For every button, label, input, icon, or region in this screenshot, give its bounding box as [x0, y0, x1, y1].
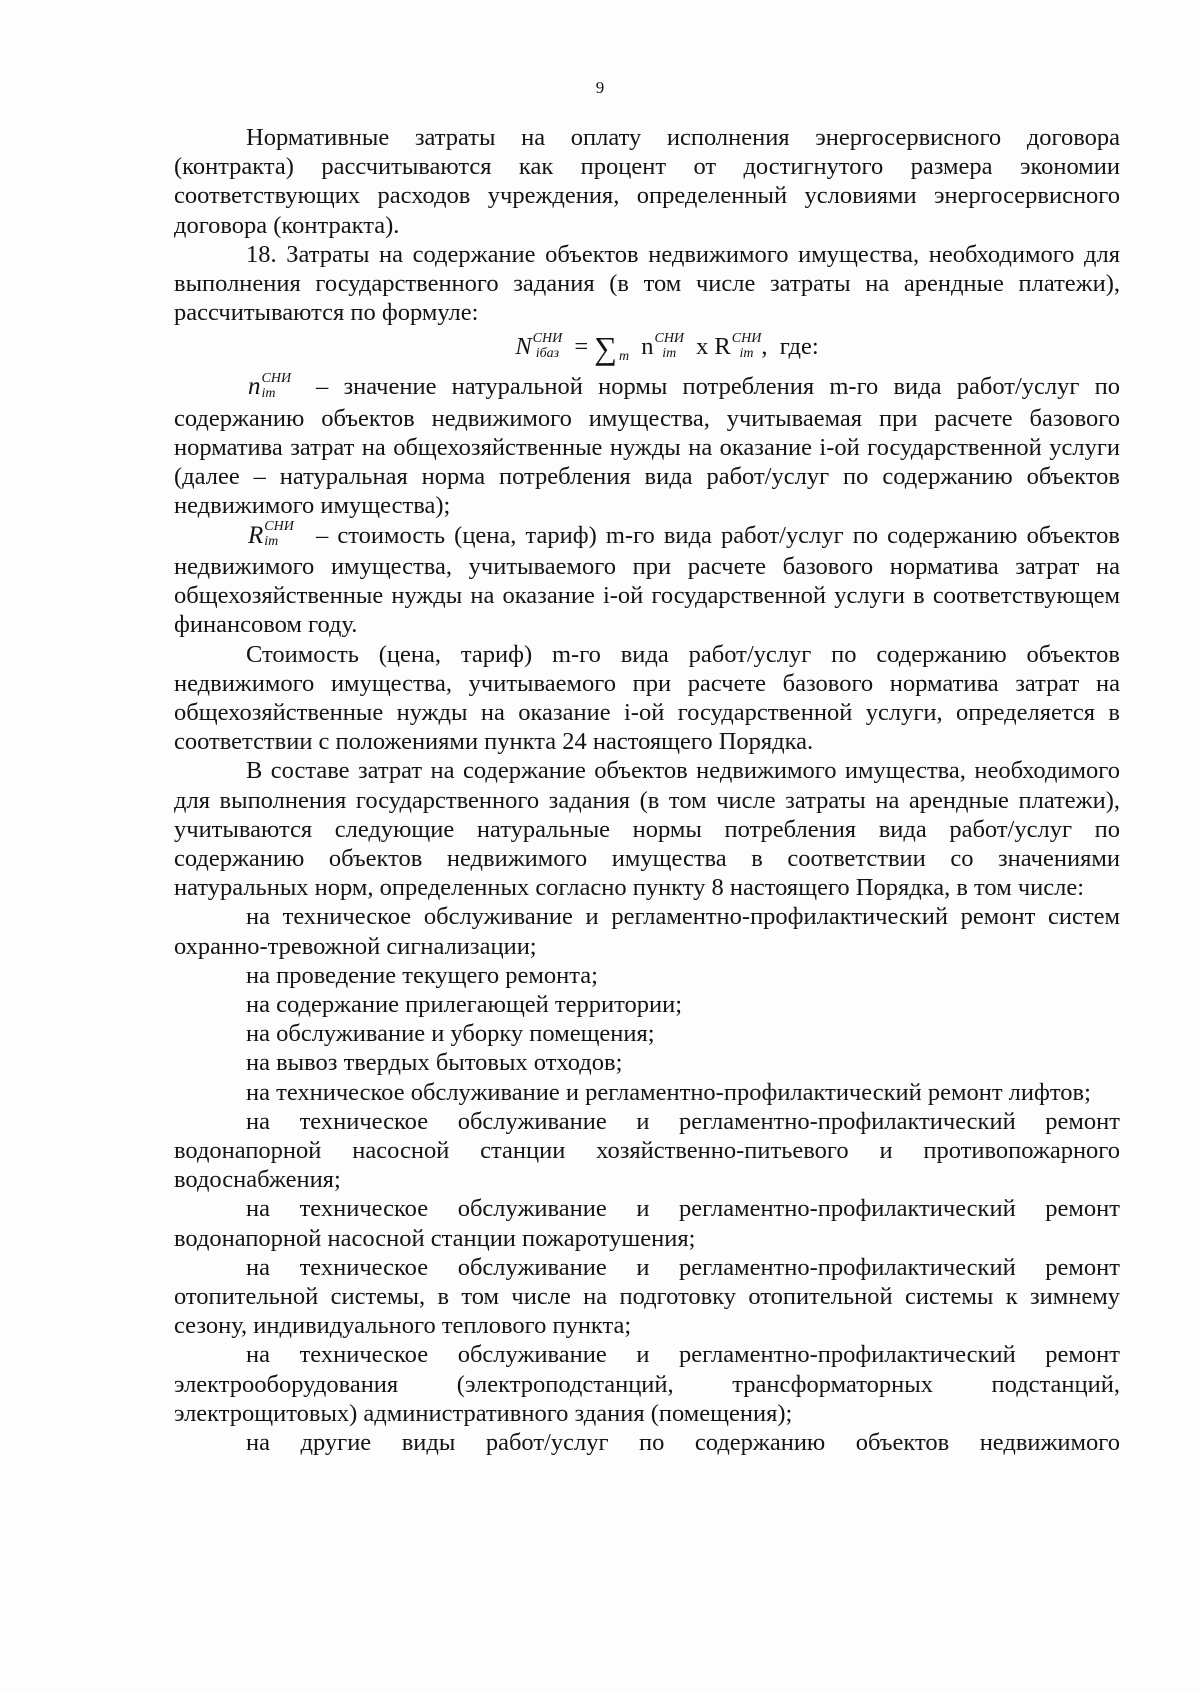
formula-lhs-sub: iбаз: [535, 345, 560, 361]
definition-n-sup: СНИ: [261, 370, 292, 386]
definition-n: [174, 372, 1120, 520]
formula-lhs-sup: СНИ: [532, 330, 563, 346]
formula-r-sub: im: [739, 345, 754, 361]
formula-suffix: , где:: [761, 333, 819, 361]
definition-r-symbol: [248, 518, 316, 552]
formula-lhs-scripts: [533, 331, 563, 361]
document-body: [174, 123, 1120, 1457]
definition-n-text: – значение натуральной нормы потребления m-го вида работ/услуг по содержанию объектов недвижимого имущества, учитываемая при расчете базового норматива затрат на общехозяйственные нужды на оказание i-ой государственной услуги (далее – натуральная норма потребления вида работ/услуг по содержанию объектов недвижимого имущества);: [174, 373, 1120, 520]
paragraph-energy-service-costs: Нормативные затраты на оплату исполнения энергосервисного договора (контракта) рассчитываются как процент от достигнутого размера экономии соответствующих расходов учреждения, определенный условиями энергосервисного договора (контракта).: [174, 124, 1120, 239]
list-item: на техническое обслуживание и регламентно-профилактический ремонт систем охранно-тревожной сигнализации;: [174, 903, 1120, 960]
list-item: на содержание прилегающей территории;: [246, 991, 683, 1019]
list-item: на техническое обслуживание и регламентно-профилактический ремонт лифтов;: [246, 1078, 1091, 1106]
list-item: на обслуживание и уборку помещения;: [246, 1020, 655, 1048]
list-item: на вывоз твердых бытовых отходов;: [246, 1049, 623, 1077]
list-item: на проведение текущего ремонта;: [246, 961, 598, 989]
definition-r-scripts: [264, 519, 294, 549]
definition-r: [174, 518, 1120, 640]
definition-n-symbol: [248, 372, 316, 403]
page-number: 9: [595, 78, 605, 97]
formula-sigma-sub: m: [618, 349, 630, 365]
formula-n-sup: СНИ: [654, 330, 685, 346]
definition-r-sup: СНИ: [264, 518, 294, 534]
definition-r-sub: im: [264, 533, 279, 549]
list-item: на техническое обслуживание и регламентно-профилактический ремонт отопительной системы, в том числе на подготовку отопительной системы к зимнему сезону, индивидуального теплового пункта;: [174, 1253, 1120, 1340]
formula-times: x: [696, 333, 709, 361]
definition-r-text: – стоимость (цена, тариф) m-го вида работ/услуг по содержанию объектов недвижимого имущества, учитываемого при расчете базового норматива затрат на общехозяйственные нужды на оказание i-ой государственной услуги в соответствующем финансовом году.: [174, 521, 1120, 639]
list-item: на техническое обслуживание и регламентно-профилактический ремонт электрооборудования (электроподстанций, трансформаторных подстанций, электрощитовых) административного здания (помещения);: [174, 1341, 1120, 1427]
formula-sigma: ∑: [594, 329, 617, 366]
formula-lhs-symbol: N: [515, 333, 532, 361]
formula-n-scripts: [654, 331, 684, 361]
formula: [174, 328, 1120, 366]
formula-r-scripts: [732, 331, 762, 361]
paragraph-cost-determination: Стоимость (цена, тариф) m-го вида работ/услуг по содержанию объектов недвижимого имущества, учитываемого при расчете базового норматива затрат на общехозяйственные нужды на оказание i-ой государственной услуги, определяется в соответствии с положениями пункта 24 настоящего Порядка.: [174, 640, 1120, 756]
paragraph-norms-composition: В составе затрат на содержание объектов недвижимого имущества, необходимого для выполнения государственного задания (в том числе затраты на арендные платежи), учитываются следующие натуральные нормы потребления вида работ/услуг по содержанию объектов недвижимого имущества в соответствии со значениями натуральных норм, определенных согласно пункту 8 настоящего Порядка, в том числе:: [174, 757, 1120, 902]
definition-r-letter: R: [248, 521, 264, 549]
paragraph-item-18: 18. Затраты на содержание объектов недвижимого имущества, необходимого для выполнения государственного задания (в том числе затраты на арендные платежи), рассчитываются по формуле:: [174, 240, 1120, 327]
definition-n-scripts: [262, 371, 292, 401]
formula-r-sup: СНИ: [731, 330, 762, 346]
formula-equals: =: [574, 333, 589, 361]
list-item: на техническое обслуживание и регламентно-профилактический ремонт водонапорной насосной станции пожаротушения;: [174, 1195, 1120, 1252]
formula-r-symbol: R: [714, 333, 731, 361]
list-item: на другие виды работ/услуг по содержанию объектов недвижимого: [246, 1429, 1120, 1457]
formula-n-sub: im: [662, 345, 677, 361]
list-item: на техническое обслуживание и регламентно-профилактический ремонт водонапорной насосной станции хозяйственно-питьевого и противопожарного водоснабжения;: [174, 1107, 1120, 1194]
formula-n-symbol: n: [641, 333, 654, 361]
definition-n-sub: im: [261, 385, 276, 401]
definition-n-letter: n: [248, 373, 261, 401]
